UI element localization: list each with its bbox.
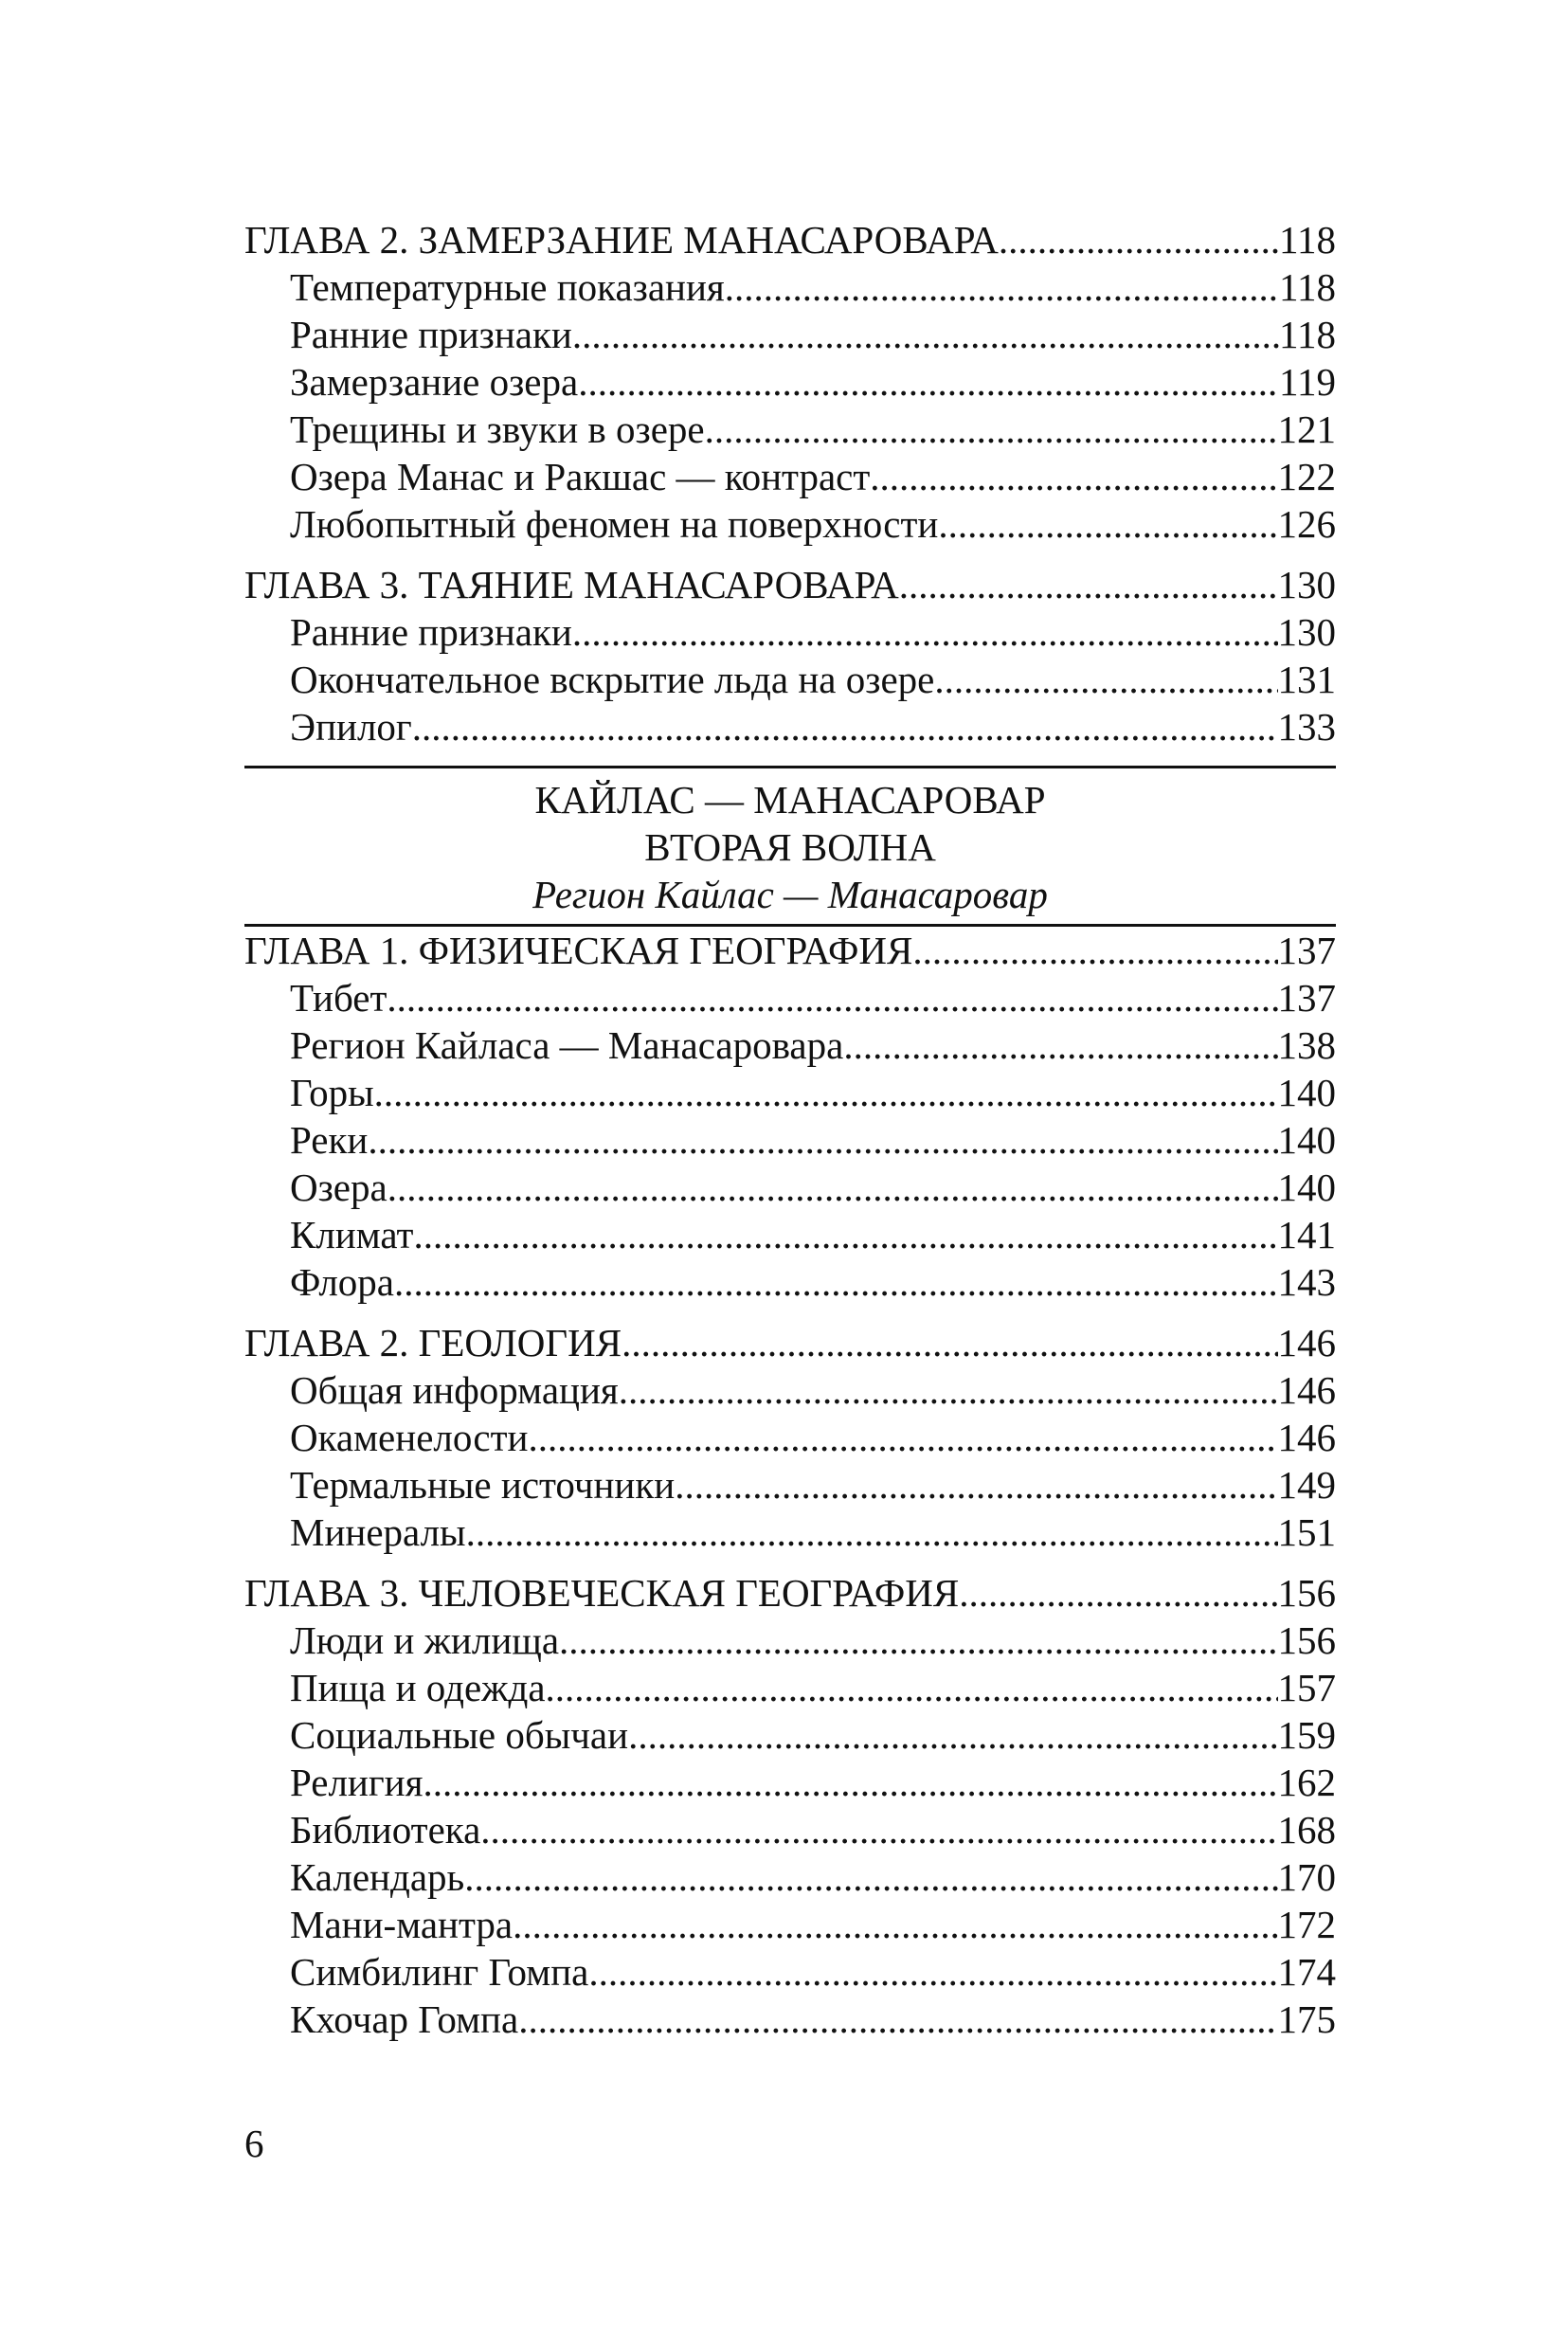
- entry-page: 130: [1277, 610, 1336, 654]
- part-title-line1: КАЙЛАС — МАНАСАРОВАР: [534, 778, 1046, 822]
- entry-title: Ранние признаки: [290, 610, 572, 654]
- toc-item[interactable]: [244, 1414, 1336, 1461]
- toc-item[interactable]: [244, 1116, 1336, 1164]
- dot-leader: [423, 1759, 1277, 1806]
- toc-chapter[interactable]: [244, 1319, 1336, 1366]
- toc-chapter[interactable]: [244, 561, 1336, 608]
- entry-page: 170: [1277, 1855, 1336, 1899]
- entry-title: Библиотека: [290, 1808, 481, 1852]
- toc-item[interactable]: [244, 1258, 1336, 1306]
- dot-leader: [559, 1617, 1277, 1664]
- entry-page: 118: [1279, 265, 1336, 309]
- dot-leader: [628, 1711, 1277, 1759]
- entry-page: 149: [1277, 1463, 1336, 1507]
- entry-page: 159: [1277, 1713, 1336, 1757]
- toc-item[interactable]: [244, 608, 1336, 656]
- dot-leader: [959, 1569, 1277, 1617]
- entry-page: 122: [1277, 455, 1336, 498]
- dot-leader: [912, 927, 1277, 974]
- entry-page: 174: [1277, 1950, 1336, 1994]
- entry-page: 146: [1277, 1321, 1336, 1364]
- dot-leader: [675, 1461, 1277, 1509]
- entry-title: Календарь: [290, 1855, 465, 1899]
- toc-item[interactable]: [244, 703, 1336, 750]
- entry-title: Тибет: [290, 976, 387, 1020]
- entry-page: 126: [1277, 502, 1336, 546]
- dot-leader: [374, 1069, 1278, 1116]
- entry-page: 172: [1277, 1903, 1336, 1946]
- page-number: 6: [244, 2122, 264, 2165]
- entry-page: 157: [1277, 1666, 1336, 1709]
- toc-item[interactable]: [244, 1948, 1336, 1996]
- entry-title: Люди и жилища: [290, 1618, 560, 1662]
- dot-leader: [528, 1414, 1277, 1461]
- entry-title: Трещины и звуки в озере: [290, 407, 705, 451]
- toc-item[interactable]: [244, 1021, 1336, 1069]
- dot-leader: [387, 974, 1277, 1021]
- entry-page: 168: [1277, 1808, 1336, 1852]
- dot-leader: [518, 1996, 1277, 2043]
- toc-item[interactable]: [244, 974, 1336, 1021]
- dot-leader: [588, 1948, 1277, 1996]
- toc-item[interactable]: [244, 1664, 1336, 1711]
- entry-page: 151: [1277, 1510, 1336, 1554]
- dot-leader: [725, 263, 1279, 311]
- dot-leader: [843, 1021, 1277, 1069]
- dot-leader: [899, 561, 1278, 608]
- dot-leader: [622, 1319, 1277, 1366]
- entry-page: 137: [1277, 929, 1336, 972]
- entry-page: 121: [1277, 407, 1336, 451]
- entry-page: 146: [1277, 1368, 1336, 1412]
- entry-title: Горы: [290, 1071, 374, 1114]
- toc-item[interactable]: [244, 1901, 1336, 1948]
- entry-title: Регион Кайласа — Манасаровара: [290, 1023, 844, 1067]
- toc-chapter[interactable]: [244, 216, 1336, 263]
- entry-title: Пища и одежда: [290, 1666, 546, 1709]
- entry-title: Термальные источники: [290, 1463, 676, 1507]
- entry-title: Озера: [290, 1165, 387, 1209]
- toc-item[interactable]: [244, 1211, 1336, 1258]
- dot-leader: [934, 656, 1277, 703]
- toc-item[interactable]: [244, 500, 1336, 548]
- toc-item[interactable]: [244, 1617, 1336, 1664]
- part-subtitle: Регион Кайлас — Манасаровар: [532, 873, 1048, 916]
- entry-title: Общая информация: [290, 1368, 619, 1412]
- entry-title: Кхочар Гомпа: [290, 1997, 519, 2041]
- toc-item[interactable]: [244, 1164, 1336, 1211]
- entry-page: 119: [1279, 360, 1336, 404]
- entry-title: Любопытный феномен на поверхности: [290, 502, 939, 546]
- toc-item[interactable]: [244, 1461, 1336, 1509]
- toc-item[interactable]: [244, 656, 1336, 703]
- entry-page: 140: [1277, 1118, 1336, 1162]
- toc-item[interactable]: [244, 358, 1336, 406]
- table-of-contents: [244, 216, 1336, 2043]
- entry-title: Религия: [290, 1761, 424, 1804]
- dot-leader: [466, 1509, 1278, 1556]
- toc-item[interactable]: [244, 311, 1336, 358]
- dot-leader: [572, 311, 1279, 358]
- toc-item[interactable]: [244, 1853, 1336, 1901]
- entry-title: Симбилинг Гомпа: [290, 1950, 589, 1994]
- entry-page: 138: [1277, 1023, 1336, 1067]
- entry-title: Социальные обычаи: [290, 1713, 629, 1757]
- toc-item[interactable]: [244, 453, 1336, 500]
- dot-leader: [938, 500, 1277, 548]
- toc-item[interactable]: [244, 406, 1336, 453]
- entry-title: ГЛАВА 1. ФИЗИЧЕСКАЯ ГЕОГРАФИЯ: [244, 929, 913, 972]
- toc-part-2: [244, 927, 1336, 2043]
- entry-page: 162: [1277, 1761, 1336, 1804]
- dot-leader: [513, 1901, 1277, 1948]
- entry-title: Минералы: [290, 1510, 466, 1554]
- toc-item[interactable]: [244, 1759, 1336, 1806]
- entry-title: Мани-мантра: [290, 1903, 514, 1946]
- entry-title: ГЛАВА 3. ЧЕЛОВЕЧЕСКАЯ ГЕОГРАФИЯ: [244, 1571, 960, 1615]
- entry-title: Ранние признаки: [290, 313, 572, 356]
- dot-leader: [870, 453, 1277, 500]
- entry-page: 140: [1277, 1165, 1336, 1209]
- entry-title: ГЛАВА 3. ТАЯНИЕ МАНАСАРОВАРА: [244, 563, 899, 606]
- entry-page: 118: [1279, 313, 1336, 356]
- dot-leader: [464, 1853, 1277, 1901]
- toc-item[interactable]: [244, 263, 1336, 311]
- dot-leader: [394, 1258, 1277, 1306]
- entry-page: 118: [1279, 218, 1336, 262]
- entry-page: 141: [1277, 1213, 1336, 1256]
- toc-item[interactable]: [244, 1366, 1336, 1414]
- entry-page: 130: [1277, 563, 1336, 606]
- dot-leader: [412, 703, 1278, 750]
- entry-page: 131: [1277, 658, 1336, 701]
- entry-page: 140: [1277, 1071, 1336, 1114]
- entry-page: 175: [1277, 1997, 1336, 2041]
- dot-leader: [413, 1211, 1277, 1258]
- entry-page: 146: [1277, 1416, 1336, 1459]
- dot-leader: [480, 1806, 1277, 1853]
- entry-page: 156: [1277, 1571, 1336, 1615]
- entry-title: Флора: [290, 1260, 395, 1304]
- dot-leader: [578, 358, 1279, 406]
- toc-item[interactable]: [244, 1806, 1336, 1853]
- dot-leader: [387, 1164, 1278, 1211]
- toc-item[interactable]: [244, 1996, 1336, 2043]
- entry-title: ГЛАВА 2. ЗАМЕРЗАНИЕ МАНАСАРОВАРА: [244, 218, 999, 262]
- entry-title: Климат: [290, 1213, 414, 1256]
- entry-title: Окончательное вскрытие льда на озере: [290, 658, 935, 701]
- toc-item[interactable]: [244, 1509, 1336, 1556]
- entry-title: Температурные показания: [290, 265, 725, 309]
- entry-page: 133: [1277, 705, 1336, 749]
- toc-chapter[interactable]: [244, 927, 1336, 974]
- toc-item[interactable]: [244, 1711, 1336, 1759]
- dot-leader: [572, 608, 1278, 656]
- toc-part-1: [244, 216, 1336, 750]
- toc-chapter[interactable]: [244, 1569, 1336, 1617]
- entry-page: 137: [1277, 976, 1336, 1020]
- entry-title: Замерзание озера: [290, 360, 579, 404]
- dot-leader: [546, 1664, 1278, 1711]
- part-title-line2: ВТОРАЯ ВОЛНА: [644, 825, 936, 869]
- entry-title: Озера Манас и Ракшас — контраст: [290, 455, 871, 498]
- entry-page: 143: [1277, 1260, 1336, 1304]
- entry-title: Эпилог: [290, 705, 412, 749]
- entry-title: ГЛАВА 2. ГЕОЛОГИЯ: [244, 1321, 622, 1364]
- dot-leader: [705, 406, 1278, 453]
- entry-title: Окаменелости: [290, 1416, 529, 1459]
- dot-leader: [619, 1366, 1278, 1414]
- entry-page: 156: [1277, 1618, 1336, 1662]
- dot-leader: [368, 1116, 1277, 1164]
- dot-leader: [999, 216, 1279, 263]
- entry-title: Реки: [290, 1118, 369, 1162]
- toc-item[interactable]: [244, 1069, 1336, 1116]
